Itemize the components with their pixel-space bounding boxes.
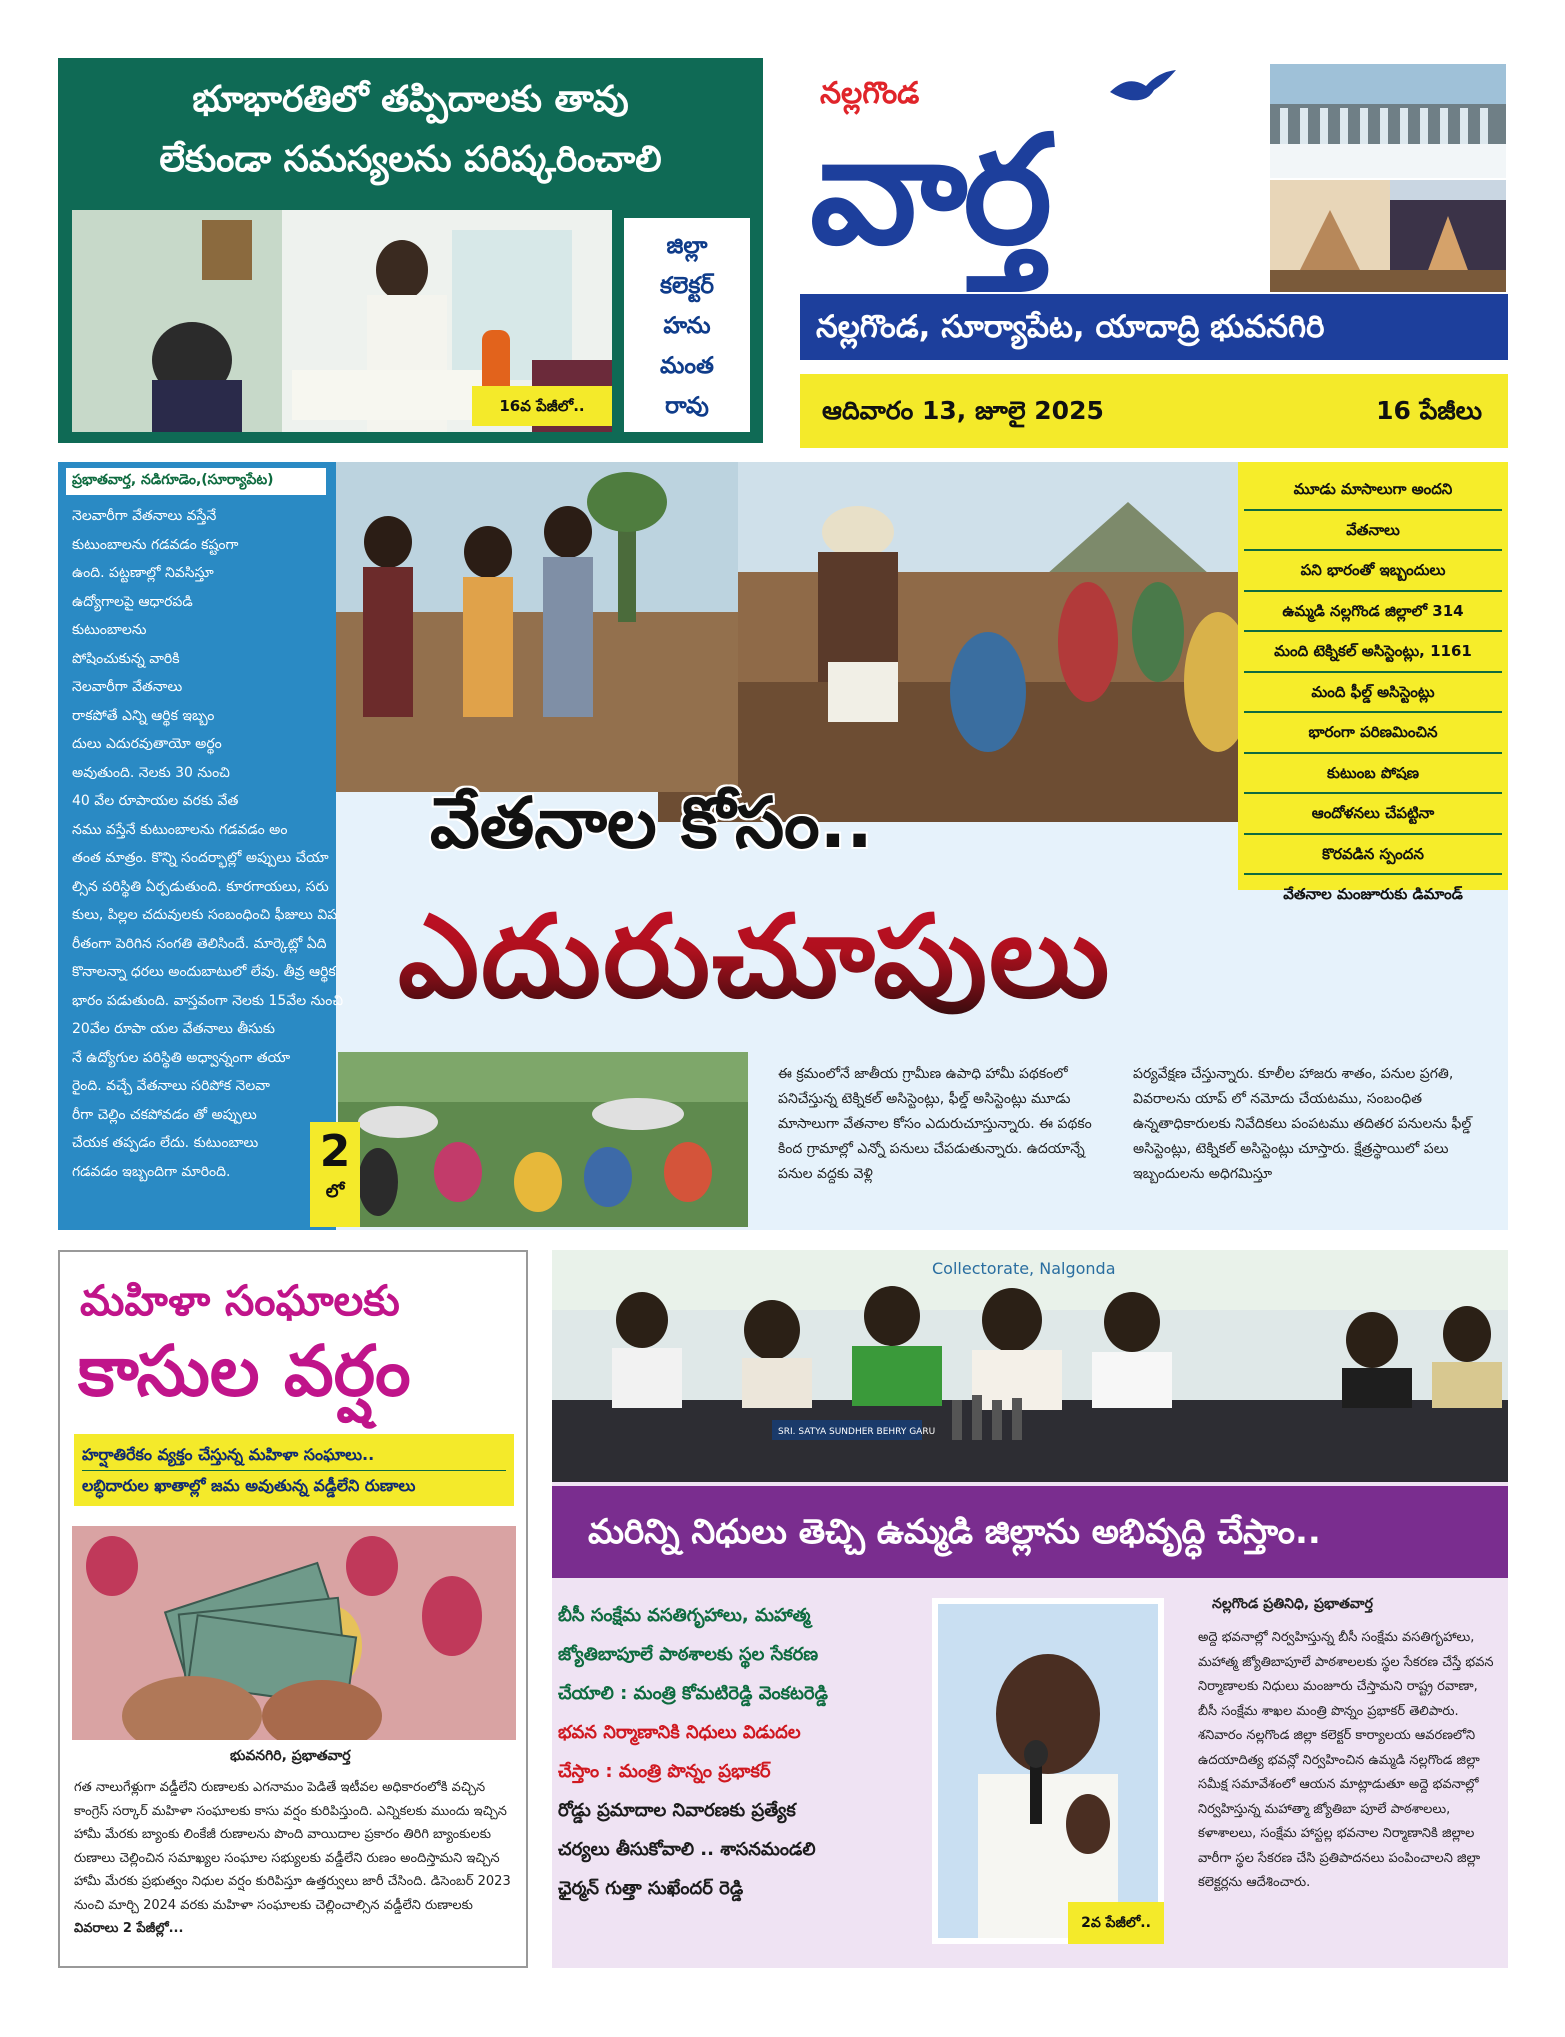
women-more-link[interactable]: వివరాలు 2 పేజీల్లో... [74,1921,184,1936]
lead-body-line: నెలవారీగా వేతనాలు వస్తేనే [72,508,217,524]
lead-body-line: భారం పడుతుంది. వాస్తవంగా నెలకు 15వేల నుంచి [72,992,344,1009]
teaser-caption-line: హను [663,313,711,339]
lead-column-1: ఈ క్రమంలోనే జాతీయ గ్రామీణ ఉపాధి హామీ పథకంలో పనిచేస్తున్న టెక్నికల్ అసిస్టెంట్లు, ఫీల్డ్ అసిస్టెంట్లు మూడు మాసాలుగా వేతనాల కోసం ఎదురుచూస్తున్నారు. ఈ పథకం కింద గ్రామాల్లో ఎన్నో పనులు చేపడుతున్నారు. ఉదయాన్నే పనుల వద్దకు వెళ్లి [778,1066,1092,1182]
meeting-subheadline-line: రోడ్డు ప్రమాదాల నివారణకు ప్రత్యేక [558,1800,796,1821]
lead-body-line: చేయక తప్పడం లేదు. కుటుంబాలు [72,1135,259,1151]
lead-body-line: తంత మాత్రం. కొన్ని సందర్భాల్లో అప్పులు చేయా [72,850,329,866]
lead-kicker: వేతనాల కోసం.. [430,782,873,864]
lead-sidebar [58,462,344,1230]
lead-body-line: నెలవారీగా వేతనాలు [72,679,183,695]
minister-speaking-photo [932,1598,1164,1944]
teaser-caption-line: రావు [665,393,709,419]
continued-page-badge[interactable] [310,1122,360,1227]
teaser-story[interactable] [58,58,763,443]
teaser-caption-line: కలెక్టర్ [660,273,714,299]
meeting-subheadline-line: చేస్తాం : మంత్రి పొన్నం ప్రభాకర్ [558,1761,771,1782]
meeting-subheadline-line: చేయాలి : మంత్రి కోమటిరెడ్డి వెంకటరెడ్డి [558,1683,828,1704]
protest-gathering-photo [338,1052,748,1227]
women-subheadline-line-1: హర్షాతిరేకం వ్యక్తం చేస్తున్న మహిళా సంఘాలు.. [82,1440,506,1471]
women-headline: కాసుల వర్షం [78,1330,411,1412]
meeting-subheadline-line: భవన నిర్మాణానికి నిధులు విడుదల [558,1722,801,1743]
women-subheadline [74,1434,514,1506]
continued-page-number: 2 [319,1126,351,1177]
lead-body-line: ఉద్యోగాలపై ఆధారపడి [72,593,193,610]
lead-body-line: రైంది. వచ్చే వేతనాలు సరిపోక నెలవా [72,1078,270,1094]
lead-subpoint: కుటుంబ పోషణ [1244,754,1502,795]
lead-body-line: ఉంది. పట్టణాల్లో నివసిస్తూ [72,565,214,581]
lead-body-line: 40 వేల రూపాయల వరకు వేత [72,793,239,809]
meeting-headline: మరిన్ని నిధులు తెచ్చి ఉమ్మడి జిల్లాను అభివృద్ధి చేస్తాం.. [552,1486,1508,1578]
review-meeting-story [552,1250,1508,1968]
teaser-headline-line-1: భూభారతిలో తప్పిదాలకు తావు [192,79,629,120]
teaser-page-reference[interactable]: 16వ పేజీలో.. [472,386,612,426]
women-body-text [74,1776,518,1941]
lead-subpoint: మూడు మాసాలుగా అందని [1244,470,1502,511]
lead-subpoint: వేతనాలు [1244,511,1502,552]
lead-body-line: గడవడం ఇబ్బందిగా మారింది. [72,1163,231,1180]
lead-body-line: రాకపోతే ఎన్ని ఆర్థిక ఇబ్బం [72,707,215,724]
nameplate-text: SRI. SATYA SUNDHER BEHRY GARU [778,1427,936,1437]
meeting-body-text: అద్దె భవనాల్లో నిర్వహిస్తున్న బీసీ సంక్షేమ వసతిగృహాలు, మహాత్మ జ్యోతిబాపూలే పాఠశాలలకు స్థల సేకరణ చేస్తే భవన నిర్మాణాలకు నిధులు మంజూరు చేస్తామని రాష్ట్ర రవాణా, బీసీ సంక్షేమ శాఖల మంత్రి పొన్నం ప్రభాకర్ తెలిపారు. శనివారం నల్లగొండ జిల్లా కలెక్టర్ కార్యాలయ ఆవరణలోని ఉదయాదిత్య భవన్లో నిర్వహించిన ఉమ్మడి నల్లగొండ జిల్లా సమీక్ష సమావేశంలో ఆయన మాట్లాడుతూ అద్దె భవనాల్లో నిర్వహిస్తున్న మహాత్మా జ్యోతిబా పూలే పాఠశాలలు, కళాశాలలు, సంక్షేమ హాస్టల్ల భవనాల నిర్మాణానికి జిల్లాల వారీగా స్థల సేకరణ చేసి ప్రతిపాదనలు పంపించాలని జిల్లా కలెక్టర్లను ఆదేశించారు. [1198,1630,1494,1890]
teaser-headline-line-2: లేకుండా సమస్యలను పరిష్కరించాలి [159,139,662,180]
lead-body-line: కుటుంబాలను గడవడం కష్టంగా [72,536,239,553]
women-kicker: మహిళా సంఘాలకు [80,1276,400,1325]
lead-subpoint: కొరవడిన స్పందన [1244,835,1502,876]
review-meeting-photo [552,1250,1508,1482]
lead-subpoint: భారంగా పరిణమించిన [1244,713,1502,754]
temple-photo [1270,180,1506,292]
lead-subpoint: ఆందోళనలు చేపట్టినా [1244,794,1502,835]
teaser-caption [624,218,750,432]
lead-byline: ప్రభాతవార్త, నడిగూడెం,(సూర్యాపేట) [66,468,326,495]
women-subheadline-line-2: లబ్ధిదారుల ఖాతాల్లో జమ అవుతున్న వడ్డీలేని రుణాలు [82,1476,416,1495]
teaser-caption-line: జిల్లా [666,233,708,259]
dove-logo-icon [1108,68,1178,118]
lead-body-line: కొనాలన్నా ధరలు అందుబాటులో లేవు. తీవ్ర ఆర్థిక [72,964,336,980]
continued-page-suffix: లో [325,1181,345,1202]
edition-date: ఆదివారం 13, జూలై 2025 [822,396,1104,425]
lead-body-line: రీగా చెల్లిం చకపోవడం తో అప్పులు [72,1106,257,1123]
lead-subpoints [1238,462,1508,903]
women-groups-story [58,1250,528,1968]
lead-body-line: 20వేల రూపా యల వేతనాలు తీసుకు [72,1021,276,1037]
lead-body-line: కుటుంబాలను [72,622,147,638]
lead-story [58,462,1508,1230]
lead-body-line: కులు, పిల్లల చదువులకు సంబంధించి ఫీజులు విప [72,907,338,923]
lead-subpoint: ఉమ్మడి నల్లగొండ జిల్లాలో 314 [1244,592,1502,633]
meeting-subheadline-line: బీసీ సంక్షేమ వసతిగృహాలు, మహాత్మ [558,1605,811,1626]
lead-headline: ఎదురుచూపులు [398,882,1111,1032]
lead-body-line: దులు ఎదురవుతాయో అర్థం [72,736,222,752]
lead-body-text [72,502,344,1186]
lead-subpoint: మంది ఫీల్డ్ అసిస్టెంట్లు [1244,673,1502,714]
lead-body-line: అవుతుంది. నెలకు 30 నుంచి [72,764,230,781]
officials-field-photo [278,462,738,792]
teaser-caption-line: మంత [660,353,714,379]
meeting-subheadline-line: జ్యోతిబాపూలే పాఠశాలకు స్థల సేకరణ [558,1644,819,1665]
page-count: 16 పేజీలు [1376,396,1482,425]
lead-subpoint: వేతనాల మంజూరుకు డిమాండ్ [1283,885,1463,903]
meeting-subheadline-line: చర్యలు తీసుకోవాలి .. శాసనమండలి [558,1839,816,1860]
masthead-date-bar [800,374,1508,448]
currency-notes-photo [72,1526,516,1740]
lead-body-line: పోషించుకున్న వారికి [72,650,180,667]
masthead-regions: నల్లగొండ, సూర్యాపేట, యాదాద్రి భువనగిరి [800,294,1508,360]
lead-body-line: ల్సిన పరిస్థితి ఏర్పడుతుంది. కూరగాయలు, సరు [72,878,329,895]
masthead [800,58,1508,448]
lead-body-line: నే ఉద్యోగుల పరిస్థితి అధ్వాన్నంగా తయా [72,1049,291,1066]
women-byline: భువనగిరి, ప్రభాతవార్త [230,1748,351,1764]
teaser-headline [58,70,763,190]
lead-column-2: పర్యవేక్షణ చేస్తున్నారు. కూలీల హాజరు శాతం, పనుల ప్రగతి, వివరాలను యాప్ లో నమోదు చేయటము, సంబంధిత ఉన్నతాధికారులకు నివేదికలు పంపటము తదితర పనులను ఫీల్డ్ అసిస్టెంట్లు, టెక్నికల్ అసిస్టెంట్లు చూస్తారు. క్షేత్రస్థాయిలో పలు ఇబ్బందులను అధిగమిస్తూ [1133,1066,1472,1182]
masthead-title: వార్త [810,104,1049,278]
lead-body-line: నము వస్తేనే కుటుంబాలను గడవడం అం [72,821,288,838]
meeting-subheadline-line: ఛైర్మన్ గుత్తా సుఖేందర్ రెడ్డి [558,1878,744,1899]
banner-text: Collectorate, Nalgonda [932,1259,1116,1278]
lead-subpoint: పని భారంతో ఇబ్బందులు [1244,551,1502,592]
masthead-district: నల్లగొండ [820,76,920,111]
meeting-page-reference[interactable]: 2వ పేజీలో.. [1068,1902,1164,1944]
women-body-paragraph: గత నాలుగేళ్లుగా వడ్డీలేని రుణాలకు ఎగనామం పెడితే ఇటీవల అధికారంలోకి వచ్చిన కాంగ్రెస్ సర్కార్ మహిళా సంఘాలకు కాసు వర్షం కురిపిస్తుంది. ఎన్నికలకు ముందు ఇచ్చిన హామీ మేరకు బ్యాంకు లింకేజీ రుణాలను పొంది వాయిదాల ప్రకారం తిరిగి బ్యాంకులకు రుణాలు చెల్లించిన సమాఖ్యల సంఘాల సభ్యులకు వడ్డీలేని రుణం అందిస్తామని ఇచ్చిన హామీ మేరకు ప్రభుత్వం నిధుల వర్షం కురిపిస్తూ ఉత్తర్వులు జారీ చేసింది. డిసెంబర్ 2023 నుంచి మార్చి 2024 వరకు మహిళా సంఘాలకు చెల్లించాల్సిన వడ్డీలేని రుణాలకు [74,1780,511,1913]
lead-subpoint: మంది టెక్నికల్ అసిస్టెంట్లు, 1161 [1244,632,1502,673]
meeting-subheadlines [558,1596,928,1908]
lead-body-line: రీతంగా పెరిగిన సంగతి తెలిసిందే. మార్కెట్లో ఏది [72,935,327,952]
meeting-byline: నల్లగొండ ప్రతినిధి, ప్రభాతవార్త [1212,1596,1373,1612]
dam-photo [1270,64,1506,178]
